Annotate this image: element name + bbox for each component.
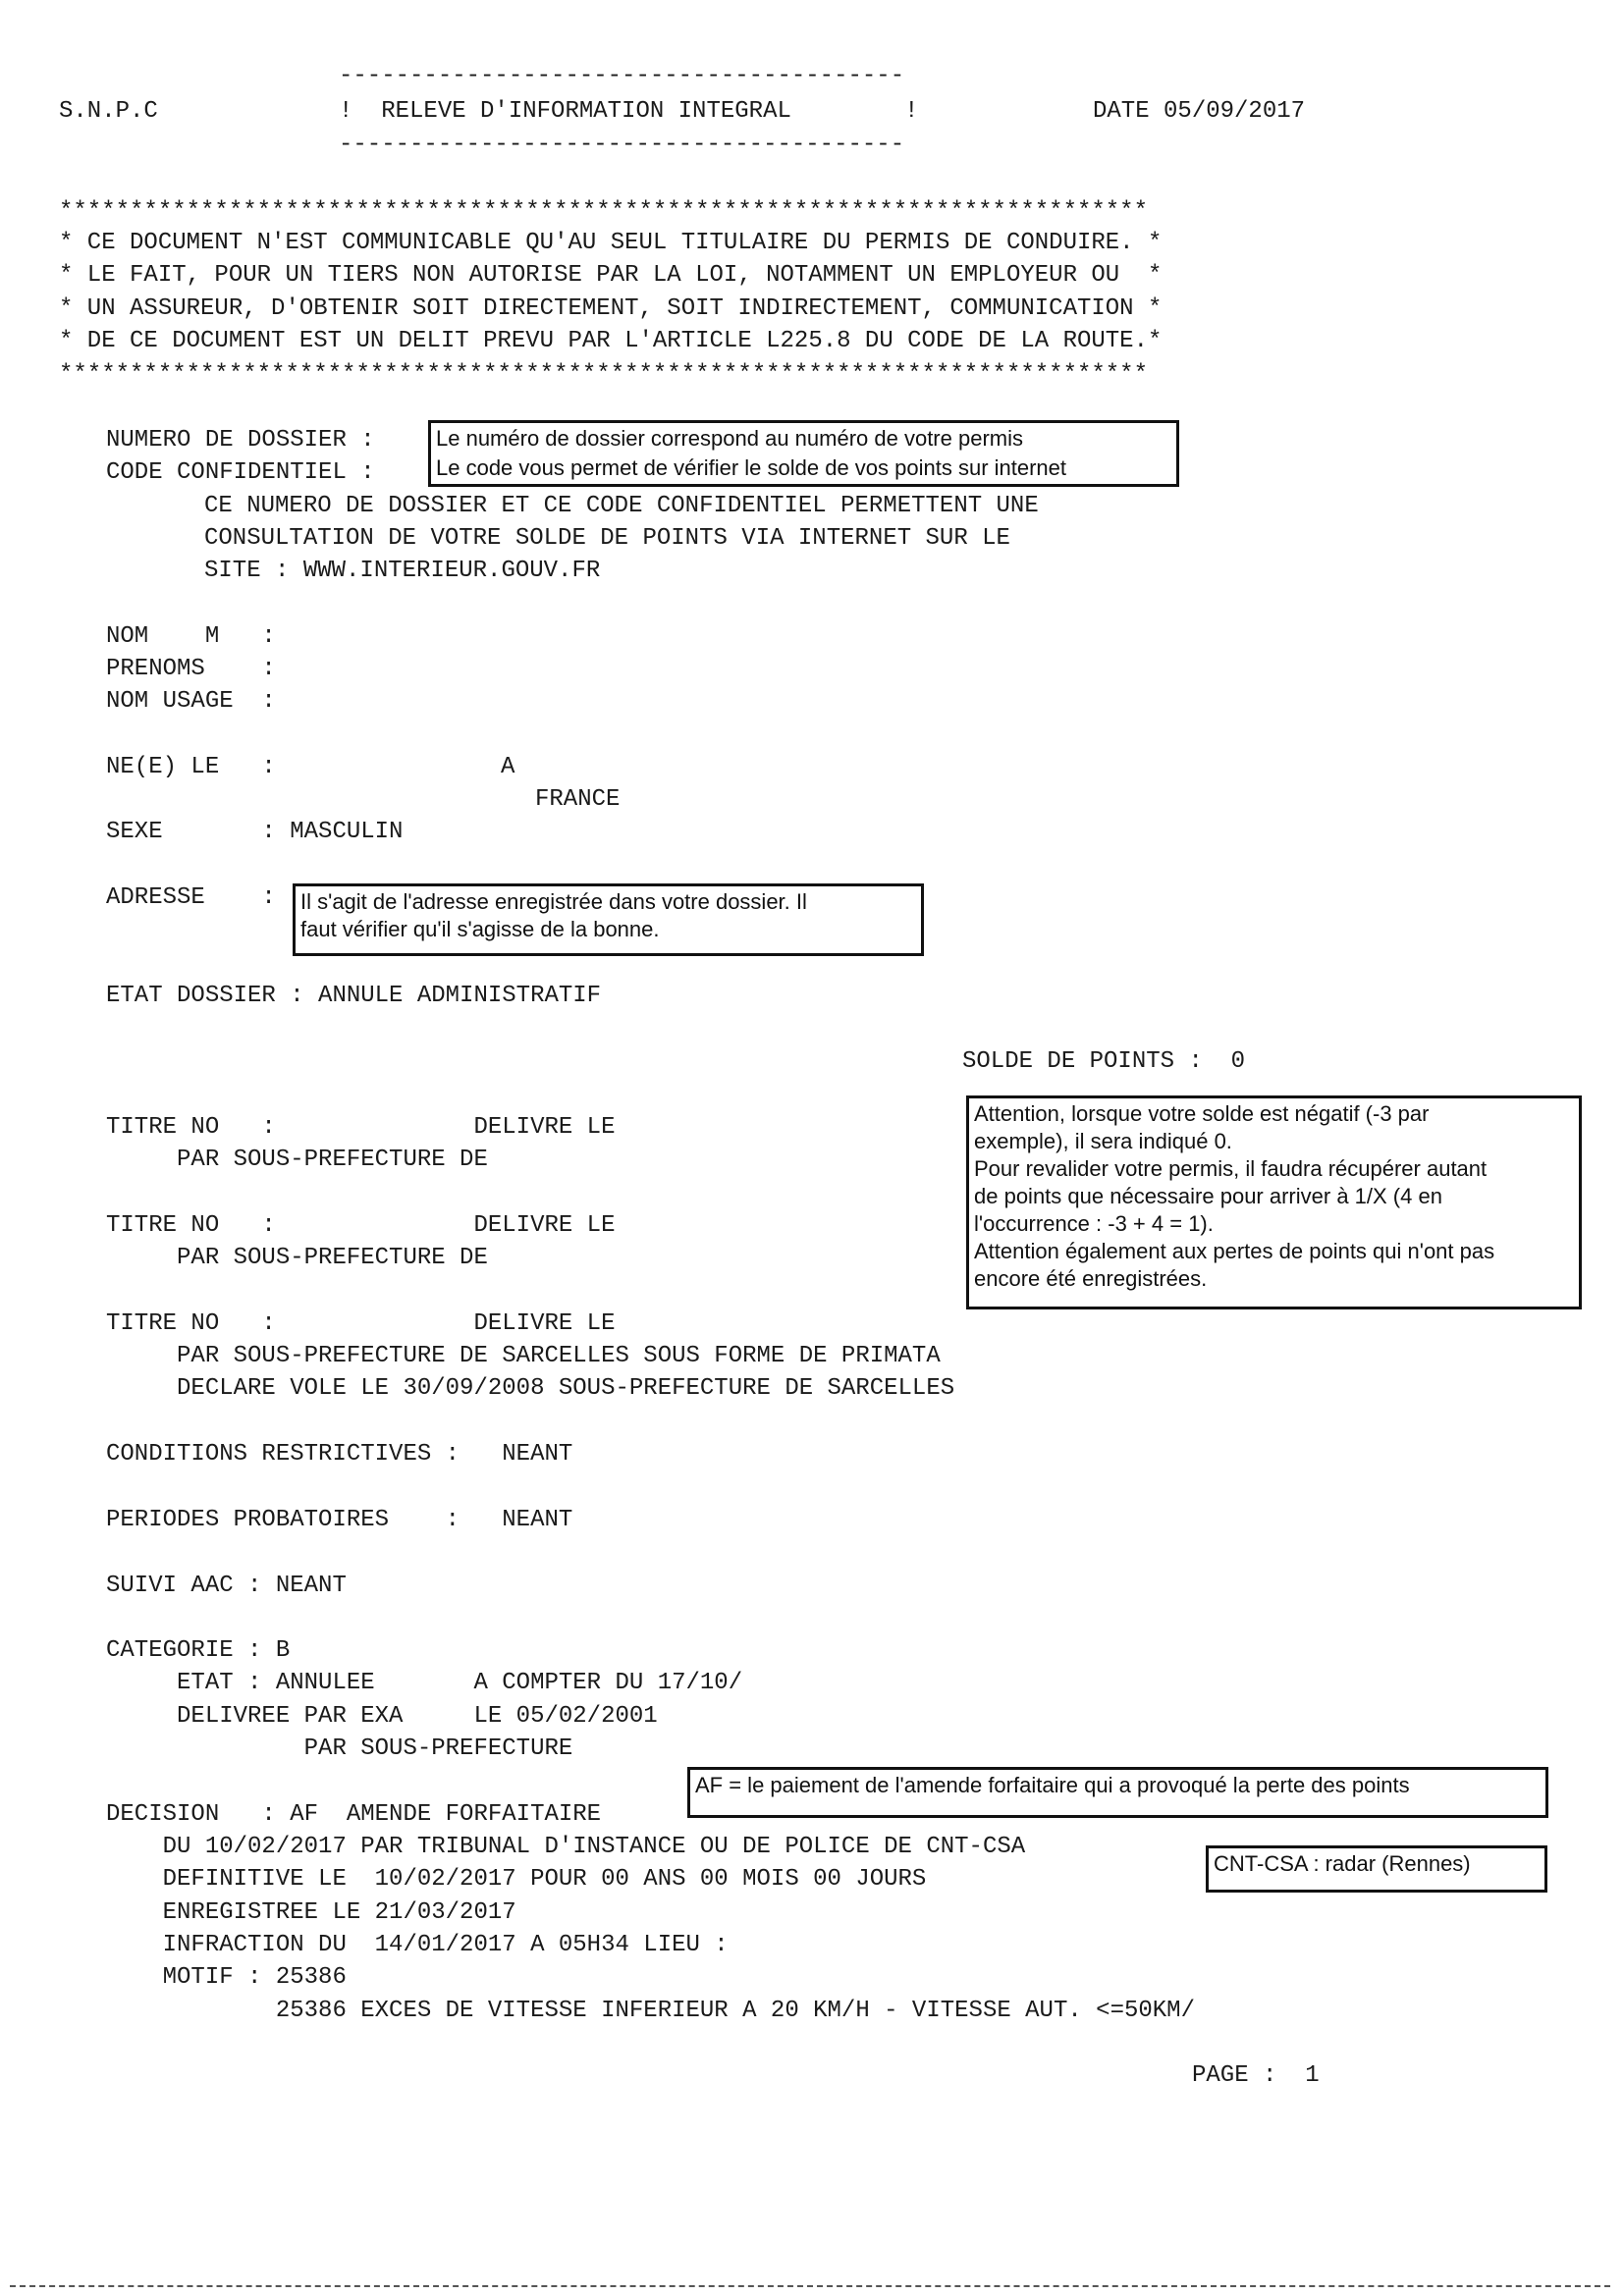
header-dashes-top: ---------------------------------------- [339,63,905,89]
solde-annotation-text: Attention, lorsque votre solde est négatif (-3 par exemple), il sera indiqué 0. Pour revalider votre permis, il faudra récupérer autant de points que nécessaire pour arriver à 1/X (4 en l'occurrence : -3 + 4 = 1). Attention également aux pertes de points qui n'ont pas encore été enregistrées. [974,1101,1495,1291]
adresse-annotation-text: Il s'agit de l'adresse enregistrée dans votre dossier. Il faut vérifier qu'il s'agisse de la bonne. [300,889,807,941]
warning-line: * UN ASSUREUR, D'OBTENIR SOIT DIRECTEMENT, SOIT INDIRECTEMENT, COMMUNICATION * [59,295,1163,322]
internet-info-line: SITE : WWW.INTERIEUR.GOUV.FR [204,558,601,584]
decision-line: DU 10/02/2017 PAR TRIBUNAL D'INSTANCE OU DE POLICE DE CNT-CSA [106,1834,1026,1860]
decision-line: MOTIF : 25386 [106,1964,347,1991]
dossier-annotation-line: Le numéro de dossier correspond au numéro de votre permis [436,426,1023,451]
numero-dossier-label: NUMERO DE DOSSIER : [106,427,375,454]
titre-line: PAR SOUS-PREFECTURE DE [106,1147,488,1173]
titre-line: DECLARE VOLE LE 30/09/2008 SOUS-PREFECTURE DE SARCELLES [106,1375,955,1402]
af-annotation-box [687,1767,1548,1818]
page-number: PAGE : 1 [1192,2062,1320,2089]
etat-dossier: ETAT DOSSIER : ANNULE ADMINISTRATIF [106,983,602,1009]
decision-line: DECISION : AF AMENDE FORFAITAIRE [106,1801,602,1828]
page-bottom-rule [10,2285,1610,2287]
cnt-annotation-box [1206,1845,1547,1893]
solde-points: SOLDE DE POINTS : 0 [962,1048,1246,1075]
adresse-label: ADRESSE : [106,884,276,911]
categorie-line: ETAT : ANNULEE A COMPTER DU 17/10/ [106,1670,743,1696]
titre-line: TITRE NO : DELIVRE LE [106,1310,616,1337]
decision-line: DEFINITIVE LE 10/02/2017 POUR 00 ANS 00 MOIS 00 JOURS [106,1866,927,1893]
document-title: ! RELEVE D'INFORMATION INTEGRAL ! [339,98,919,125]
header-dashes-bottom: ---------------------------------------- [339,132,905,158]
categorie-line: DELIVREE PAR EXA LE 05/02/2001 [106,1703,658,1730]
birth-country: FRANCE [535,786,621,813]
nom-label: NOM M : [106,623,276,650]
sexe-field: SEXE : MASCULIN [106,819,404,845]
af-annotation-text: AF = le paiement de l'amende forfaitaire qui a provoqué la perte des points [695,1773,1410,1797]
decision-line: ENREGISTREE LE 21/03/2017 [106,1899,516,1926]
periodes-probatoires: PERIODES PROBATOIRES : NEANT [106,1507,573,1533]
prenoms-label: PRENOMS : [106,656,276,682]
code-confidentiel-label: CODE CONFIDENTIEL : [106,459,375,486]
internet-info-line: CONSULTATION DE VOTRE SOLDE DE POINTS VIA INTERNET SUR LE [204,525,1010,552]
document-date: DATE 05/09/2017 [1093,98,1306,125]
titre-line: PAR SOUS-PREFECTURE DE [106,1245,488,1271]
conditions-restrictives: CONDITIONS RESTRICTIVES : NEANT [106,1441,573,1468]
nom-usage-label: NOM USAGE : [106,688,276,715]
categorie-line: PAR SOUS-PREFECTURE [106,1735,573,1762]
cnt-annotation-text: CNT-CSA : radar (Rennes) [1214,1851,1471,1876]
warning-line: * DE CE DOCUMENT EST UN DELIT PREVU PAR L'ARTICLE L225.8 DU CODE DE LA ROUTE.* [59,328,1163,354]
titre-line: TITRE NO : DELIVRE LE [106,1114,616,1141]
warning-line: * CE DOCUMENT N'EST COMMUNICABLE QU'AU SEUL TITULAIRE DU PERMIS DE CONDUIRE. * [59,230,1163,256]
birth-date-label: NE(E) LE : [106,754,276,780]
birth-place-label: A [501,754,515,780]
suivi-aac: SUIVI AAC : NEANT [106,1573,347,1599]
warning-stars-top: ***************************************************************************** [59,198,1148,225]
dossier-annotation-box [428,420,1179,487]
warning-stars-bottom: ***************************************************************************** [59,361,1148,388]
titre-line: PAR SOUS-PREFECTURE DE SARCELLES SOUS FORME DE PRIMATA [106,1343,941,1369]
code-annotation-line: Le code vous permet de vérifier le solde de vos points sur internet [436,455,1067,480]
solde-annotation-box [966,1095,1582,1309]
org-name: S.N.P.C [59,98,158,125]
categorie-line: CATEGORIE : B [106,1637,291,1664]
titre-line: TITRE NO : DELIVRE LE [106,1212,616,1239]
decision-line: 25386 EXCES DE VITESSE INFERIEUR A 20 KM/H - VITESSE AUT. <=50KM/ [106,1998,1195,2024]
decision-line: INFRACTION DU 14/01/2017 A 05H34 LIEU : [106,1932,729,1958]
adresse-annotation-box [293,883,924,956]
warning-line: * LE FAIT, POUR UN TIERS NON AUTORISE PAR LA LOI, NOTAMMENT UN EMPLOYEUR OU * [59,262,1163,289]
internet-info-line: CE NUMERO DE DOSSIER ET CE CODE CONFIDENTIEL PERMETTENT UNE [204,493,1039,519]
